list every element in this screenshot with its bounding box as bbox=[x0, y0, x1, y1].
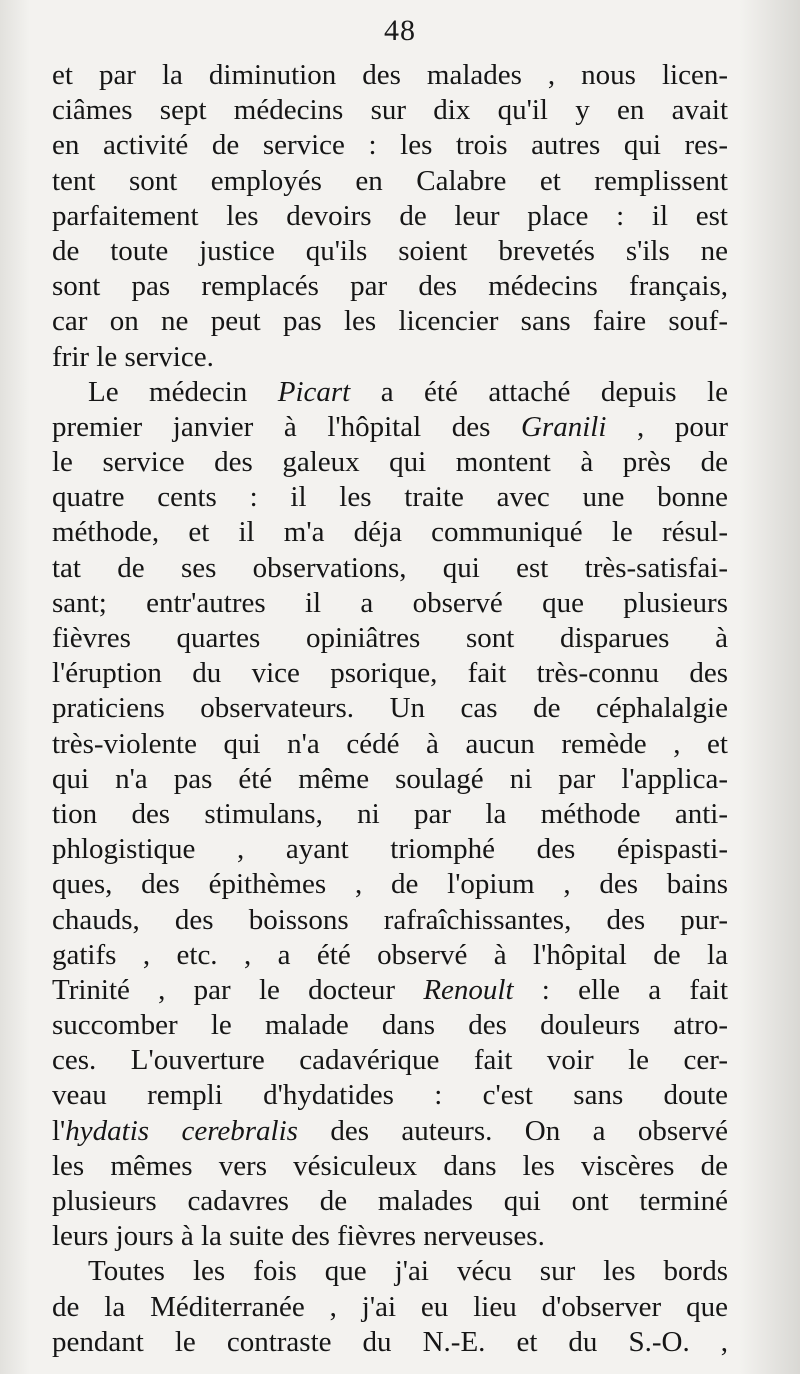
text-line: ciâmes sept médecins sur dix qu'il y en avait bbox=[52, 94, 728, 127]
text-segment: des auteurs. On a observé bbox=[297, 1114, 728, 1147]
italic-name: Granili bbox=[521, 410, 607, 443]
text-line: qui n'a pas été même soulagé ni par l'applica- bbox=[52, 762, 728, 795]
text-segment: premier janvier à l'hôpital des bbox=[52, 410, 521, 443]
text-line: pendant le contraste du N.-E. et du S.-O. , bbox=[52, 1325, 728, 1358]
text-line bbox=[52, 1114, 728, 1149]
body-text bbox=[52, 58, 728, 1360]
text-line: méthode, et il m'a déja communiqué le résul- bbox=[52, 516, 728, 549]
italic-name: Renoult bbox=[423, 973, 514, 1006]
text-segment: : elle a fait bbox=[513, 973, 728, 1006]
text-line: ques, des épithèmes , de l'opium , des bains bbox=[52, 868, 728, 901]
text-segment: , pour bbox=[606, 410, 728, 443]
text-line: veau rempli d'hydatides : c'est sans doute bbox=[52, 1079, 728, 1112]
text-segment: Le médecin bbox=[88, 375, 278, 408]
text-line: fièvres quartes opiniâtres sont disparues à bbox=[52, 622, 728, 654]
text-line bbox=[52, 410, 728, 445]
text-line: de la Méditerranée , j'ai eu lieu d'observer que bbox=[52, 1290, 728, 1323]
text-line bbox=[52, 375, 728, 410]
text-line: plusieurs cadavres de malades qui ont terminé bbox=[52, 1185, 728, 1217]
text-line: leurs jours à la suite des fièvres nerveuses. bbox=[52, 1220, 545, 1253]
page-shadow-left bbox=[0, 0, 30, 1374]
text-line: quatre cents : il les traite avec une bonne bbox=[52, 481, 728, 514]
text-line: tion des stimulans, ni par la méthode anti- bbox=[52, 797, 728, 830]
text-line: tent sont employés en Calabre et remplissent bbox=[52, 164, 728, 197]
text-line: tat de ses observations, qui est très-satisfai- bbox=[52, 551, 728, 584]
text-line bbox=[52, 973, 728, 1008]
page-shadow-right bbox=[740, 0, 800, 1374]
text-segment: l' bbox=[52, 1114, 66, 1147]
text-line: en activité de service : les trois autres qui res- bbox=[52, 129, 728, 162]
italic-name: Picart bbox=[277, 375, 351, 408]
italic-name: hydatis cerebralis bbox=[65, 1114, 298, 1147]
text-line: sant; entr'autres il a observé que plusieurs bbox=[52, 586, 728, 619]
text-line: succomber le malade dans des douleurs atro- bbox=[52, 1009, 728, 1042]
text-line: Toutes les fois que j'ai vécu sur les bords bbox=[88, 1255, 728, 1288]
text-line: le service des galeux qui montent à près de bbox=[52, 446, 728, 479]
text-line: frir le service. bbox=[52, 340, 214, 373]
text-line: ces. L'ouverture cadavérique fait voir le cer- bbox=[52, 1044, 728, 1077]
text-line: très-violente qui n'a cédé à aucun remède , et bbox=[52, 727, 728, 760]
text-line: de toute justice qu'ils soient brevetés s'ils ne bbox=[52, 234, 728, 267]
text-line: praticiens observateurs. Un cas de céphalalgie bbox=[52, 692, 728, 725]
text-line: les mêmes vers vésiculeux dans les viscères de bbox=[52, 1149, 728, 1182]
text-line: phlogistique , ayant triomphé des épispasti- bbox=[52, 833, 728, 866]
text-line: car on ne peut pas les licencier sans faire souf- bbox=[52, 305, 728, 338]
text-line: gatifs , etc. , a été observé à l'hôpital de la bbox=[52, 938, 728, 971]
text-line: parfaitement les devoirs de leur place : il est bbox=[52, 199, 728, 232]
text-line: sont pas remplacés par des médecins français, bbox=[52, 270, 728, 303]
text-line: chauds, des boissons rafraîchissantes, des pur- bbox=[52, 903, 728, 936]
text-line: l'éruption du vice psorique, fait très-connu des bbox=[52, 657, 728, 690]
text-segment: a été attaché depuis le bbox=[350, 375, 728, 408]
text-line: et par la diminution des malades , nous licen- bbox=[52, 59, 728, 91]
text-segment: Trinité , par le docteur bbox=[52, 973, 424, 1006]
page-number: 48 bbox=[384, 14, 416, 47]
